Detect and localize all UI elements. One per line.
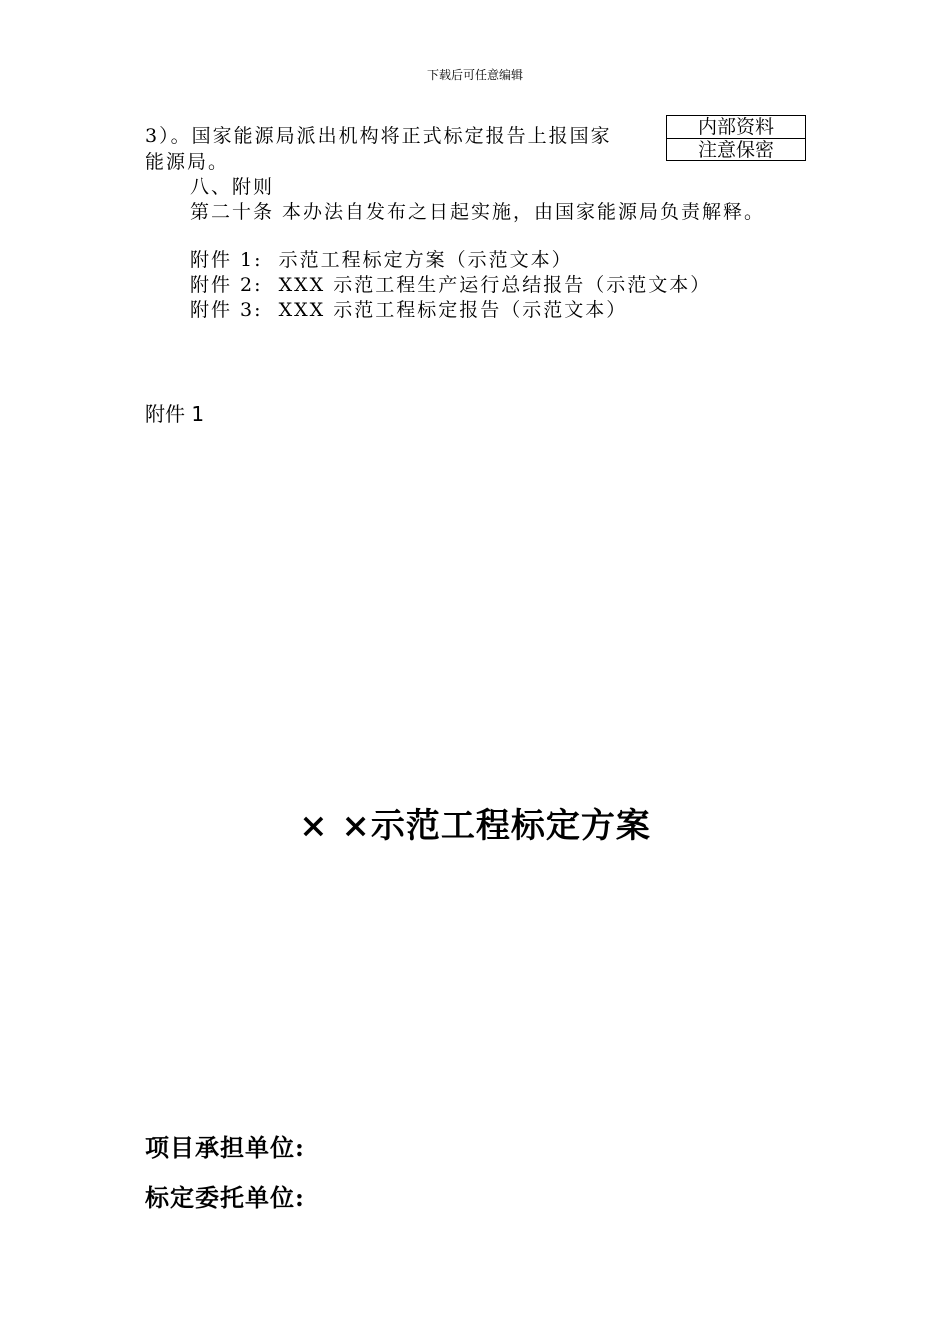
attachment-label: 附件 2: bbox=[190, 274, 263, 296]
field-project-undertaker: 项目承担单位: bbox=[145, 1133, 305, 1162]
confidential-stamp bbox=[666, 115, 806, 161]
article-20: 第二十条 本办法自发布之日起实施，由国家能源局负责解释。 bbox=[190, 201, 766, 223]
attachment-title: 示范工程标定方案（示范文本） bbox=[278, 249, 573, 271]
paragraph-line-2: 能源局。 bbox=[145, 151, 230, 173]
document-title: × ×示范工程标定方案 bbox=[299, 806, 651, 846]
attachment-title: XXX 示范工程生产运行总结报告（示范文本） bbox=[278, 274, 712, 296]
stamp-line-internal: 内部资料 bbox=[697, 116, 774, 138]
attachment-item-2 bbox=[190, 273, 711, 297]
attachment-title: XXX 示范工程标定报告（示范文本） bbox=[278, 299, 628, 321]
field-calibration-commissioner: 标定委托单位: bbox=[145, 1183, 305, 1212]
section-heading-supplementary: 八、附则 bbox=[190, 176, 275, 198]
paragraph-line-1: 3）。国家能源局派出机构将正式标定报告上报国家 bbox=[145, 125, 612, 147]
appendix-label: 附件 1 bbox=[145, 402, 205, 426]
stamp-line-confidential: 注意保密 bbox=[667, 138, 805, 161]
attachment-item-1 bbox=[190, 248, 573, 272]
attachment-item-3 bbox=[190, 298, 627, 322]
page-header-note: 下载后可任意编辑 bbox=[426, 68, 523, 82]
attachment-label: 附件 1: bbox=[190, 249, 263, 271]
attachment-label: 附件 3: bbox=[190, 299, 263, 321]
